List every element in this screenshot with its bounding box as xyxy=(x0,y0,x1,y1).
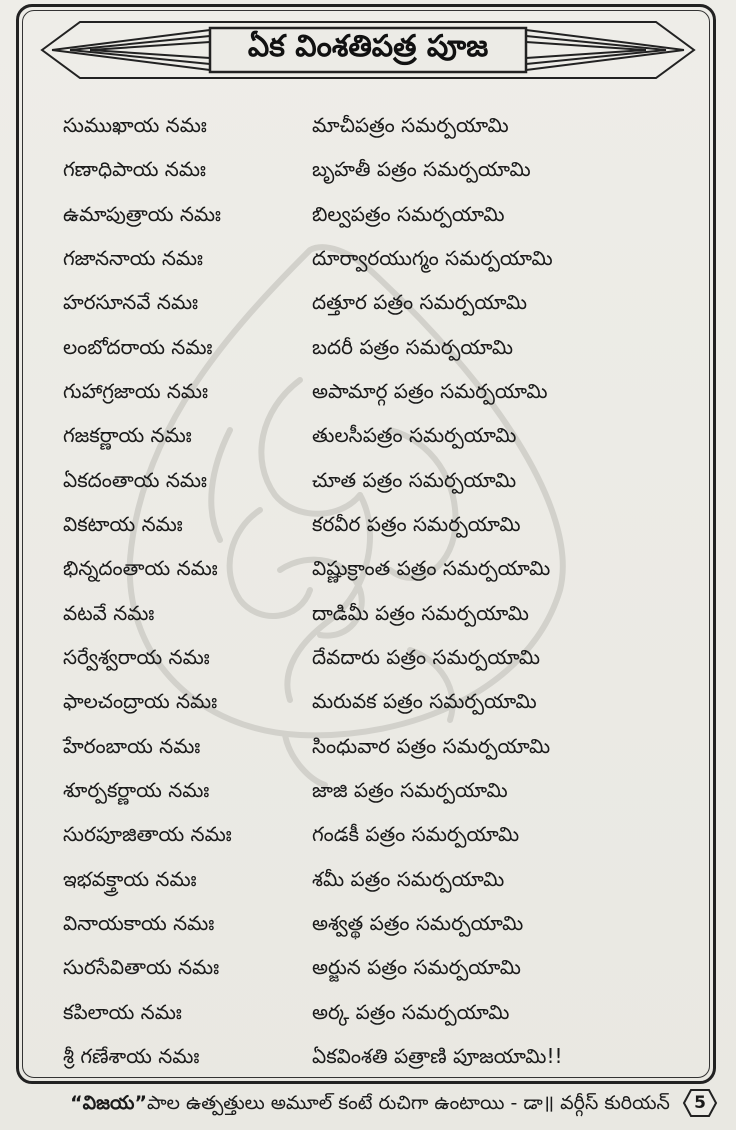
deity-name: సురపూజితాయ నమః xyxy=(63,822,232,846)
deity-name: సుముఖాయ నమః xyxy=(63,113,207,137)
offering-text: దూర్వారయుగ్మం సమర్పయామి xyxy=(312,246,553,270)
offering-text: బృహతీ పత్రం సమర్పయామి xyxy=(312,157,531,181)
offering-text: ఏకవింశతి పత్రాణి పూజయామి!! xyxy=(312,1044,563,1068)
deity-name: కపిలాయ నమః xyxy=(63,1000,182,1024)
offering-text: అర్క పత్రం సమర్పయామి xyxy=(312,1000,510,1024)
offering-text: దత్తూర పత్రం సమర్పయామి xyxy=(312,290,527,314)
offering-text: మరువక పత్రం సమర్పయామి xyxy=(312,689,537,713)
list-item xyxy=(0,418,736,452)
deity-name: హేరంబాయ నమః xyxy=(63,734,201,758)
list-item xyxy=(0,729,736,763)
deity-name: లంబోదరాయ నమః xyxy=(63,335,213,359)
offering-text: సింధువార పత్రం సమర్పయామి xyxy=(312,734,551,758)
offering-text: మాచీపత్రం సమర్పయామి xyxy=(312,113,509,137)
list-item xyxy=(0,684,736,718)
deity-name: ఫాలచంద్రాయ నమః xyxy=(63,689,218,713)
list-item xyxy=(0,596,736,630)
deity-name: ఇభవక్త్రాయ నమః xyxy=(63,867,197,891)
deity-name: గణాధిపాయ నమః xyxy=(63,157,206,181)
offering-text: విష్ణుక్రాంత పత్రం సమర్పయామి xyxy=(312,556,551,580)
offering-text: బదరీ పత్రం సమర్పయామి xyxy=(312,335,514,359)
deity-name: వికటాయ నమః xyxy=(63,512,183,536)
list-item xyxy=(0,551,736,585)
page-title: ఏక వింశతిపత్ర పూజ xyxy=(247,29,489,64)
deity-name: భిన్నదంతాయ నమః xyxy=(63,556,218,580)
deity-name: శ్రీ గణేశాయ నమః xyxy=(63,1044,200,1068)
deity-name: శూర్పకర్ణాయ నమః xyxy=(63,778,210,802)
deity-name: వటవే నమః xyxy=(63,601,155,625)
offering-text: అశ్వత్థ పత్రం సమర్పయామి xyxy=(312,911,524,935)
list-item xyxy=(0,995,736,1029)
list-item xyxy=(0,773,736,807)
offering-text: దాడిమీ పత్రం సమర్పయామి xyxy=(312,601,529,625)
deity-name: గజాననాయ నమః xyxy=(63,246,203,270)
list-item xyxy=(0,640,736,674)
list-item xyxy=(0,197,736,231)
deity-name: సురసేవితాయ నమః xyxy=(63,955,220,979)
list-item xyxy=(0,1039,736,1073)
list-item xyxy=(0,862,736,896)
offering-text: చూత పత్రం సమర్పయామి xyxy=(312,468,517,492)
footer-brand: “విజయ” xyxy=(70,1092,147,1114)
offering-text: శమీ పత్రం సమర్పయామి xyxy=(312,867,505,891)
deity-name: గుహాగ్రజాయ నమః xyxy=(63,379,209,403)
deity-name: ఏకదంతాయ నమః xyxy=(63,468,207,492)
deity-name: వినాయకాయ నమః xyxy=(63,911,215,935)
list-item xyxy=(0,817,736,851)
offering-text: గండకీ పత్రం సమర్పయామి xyxy=(312,822,520,846)
deity-name: హరసూనవే నమః xyxy=(63,290,199,314)
list-item xyxy=(0,374,736,408)
offering-text: తులసీపత్రం సమర్పయామి xyxy=(312,423,517,447)
offering-text: దేవదారు పత్రం సమర్పయామి xyxy=(312,645,541,669)
list-item xyxy=(0,152,736,186)
offering-text: కరవీర పత్రం సమర్పయామి xyxy=(312,512,521,536)
footer-quote xyxy=(60,1088,680,1118)
offering-text: జాజి పత్రం సమర్పయామి xyxy=(312,778,508,802)
list-item xyxy=(0,285,736,319)
list-item xyxy=(0,507,736,541)
offering-text: అపామార్గ పత్రం సమర్పయామి xyxy=(312,379,548,403)
list-item xyxy=(0,108,736,142)
deity-name: సర్వేశ్వరాయ నమః xyxy=(63,645,210,669)
offering-text: బిల్వపత్రం సమర్పయామి xyxy=(312,202,505,226)
footer-text: పాల ఉత్పత్తులు అమూల్ కంటే రుచిగా ఉంటాయి - డా॥ వర్గీస్ కురియన్ xyxy=(146,1092,670,1114)
page-number: 5 xyxy=(694,1093,706,1113)
list-item xyxy=(0,950,736,984)
offering-text: అర్జున పత్రం సమర్పయామి xyxy=(312,955,521,979)
page-number-badge xyxy=(682,1088,718,1118)
list-item xyxy=(0,241,736,275)
deity-name: గజకర్ణాయ నమః xyxy=(63,423,192,447)
deity-name: ఉమాపుత్రాయ నమః xyxy=(63,202,221,226)
list-item xyxy=(0,330,736,364)
list-item xyxy=(0,906,736,940)
list-item xyxy=(0,463,736,497)
